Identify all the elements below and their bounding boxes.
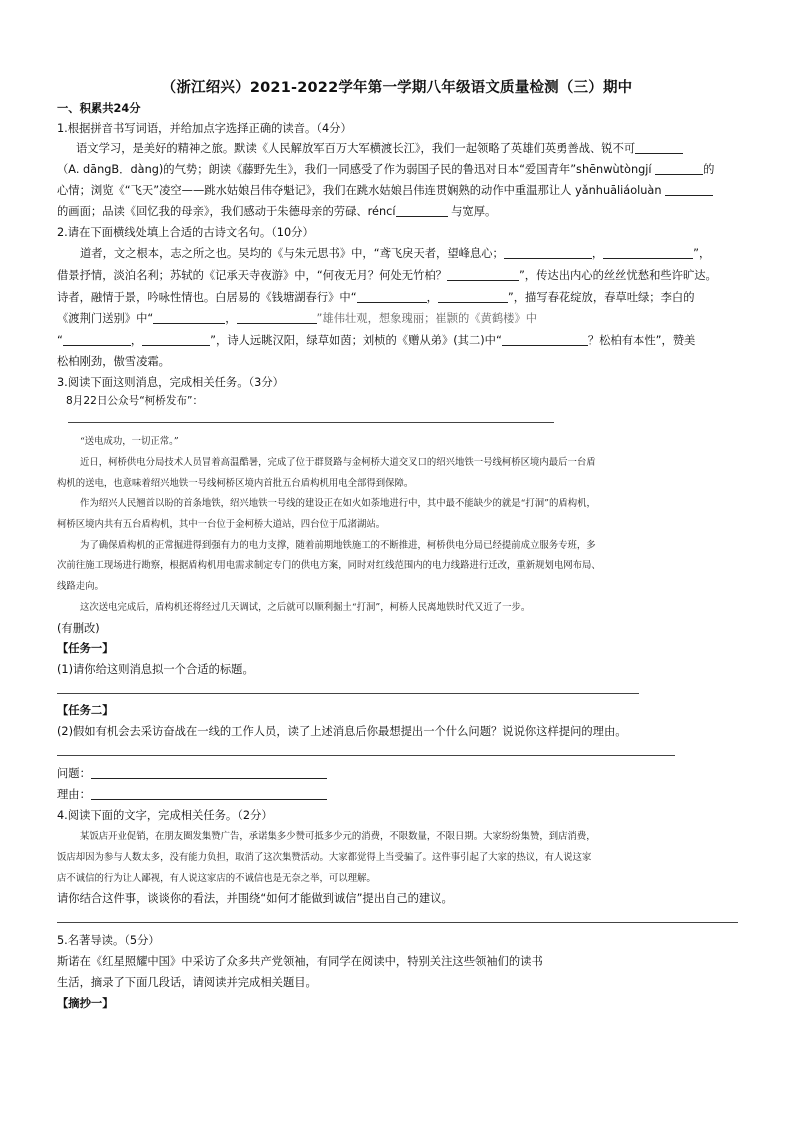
page-title: （浙江绍兴）2021-2022学年第一学期八年级语文质量检测（三）期中 xyxy=(161,80,633,96)
q2-line-5: “ ， ”，诗人远眺汉阳，绿草如茵；刘桢的《赠从弟》(其二)中“ ？松柏有本性”，赞美 xyxy=(57,334,696,347)
q4-stem: 4.阅读下面的文字，完成相关任务。（2分） xyxy=(57,809,273,822)
answer-blank[interactable] xyxy=(396,204,448,217)
answer-blank[interactable] xyxy=(502,333,588,346)
news-paragraph: 次前往施工现场进行勘察，根据盾构机用电需求制定专门的供电方案，同时对红线范围内的电力线路进行迁改，重新规划电网布局、 xyxy=(57,560,601,571)
reason-answer-row xyxy=(57,787,327,802)
answer-blank[interactable] xyxy=(438,290,508,303)
q1-line-3: 心情；浏览《“飞天”凌空——跳水姑娘吕伟夺魁记》，我们在跳水姑娘吕伟连贯娴熟的动作中重温那让人 yǎnhuāliáoluàn xyxy=(57,183,713,198)
answer-line[interactable] xyxy=(57,693,639,694)
answer-blank[interactable] xyxy=(603,246,693,259)
source-note: (有删改) xyxy=(57,622,100,635)
news-paragraph: 线路走向。 xyxy=(57,581,104,592)
question-answer-blank[interactable] xyxy=(91,766,327,779)
answer-blank[interactable] xyxy=(63,333,131,346)
q4-paragraph: 某饭店开业促销，在朋友圈发集赞广告，承诺集多少赞可抵多少元的消费，不限数量，不限日期。大家纷纷集赞，到店消费， xyxy=(80,831,596,842)
news-paragraph: 近日，柯桥供电分局技术人员冒着高温酷暑，完成了位于群贤路与金柯桥大道交叉口的绍兴地铁一号线柯桥区境内最后一台盾 xyxy=(80,457,596,468)
answer-blank[interactable] xyxy=(153,311,225,324)
q2-line-2: 借景抒情，淡泊名利；苏轼的《记承天寺夜游》中，“何夜无月？何处无竹柏？ ”，传达出内心的丝丝忧愁和些许旷达。 xyxy=(57,269,717,282)
q4-paragraph: 店不诚信的行为让人鄙视，有人说这家店的不诚信也是无奈之举，可以理解。 xyxy=(57,873,376,884)
q4-prompt: 请你结合这件事，谈谈你的看法，并围绕“如何才能做到诚信”提出自己的建议。 xyxy=(57,892,453,905)
news-paragraph: 柯桥区境内共有五台盾构机，其中一台位于金柯桥大道站，四台位于瓜渚湖站。 xyxy=(57,519,386,530)
task-one-header: 【任务一】 xyxy=(57,642,114,655)
news-source-line: 8月22日公众号“柯桥发布”： xyxy=(66,395,204,407)
q1-line-4: 的画面；品读《回忆我的母亲》，我们感动于朱德母亲的劳碌、réncí 与宽厚。 xyxy=(57,205,497,218)
q1-line-1: 语文学习，是美好的精神之旅。默读《人民解放军百万大军横渡长江》，我们一起领略了英雄们英勇善战、锐不可 xyxy=(76,141,683,156)
answer-blank[interactable] xyxy=(655,162,703,175)
excerpt-one-header: 【摘抄一】 xyxy=(57,997,114,1010)
news-paragraph: 这次送电完成后，盾构机还将经过几天调试，之后就可以顺利掘土“打洞”，柯桥人民离地铁时代又近了一步。 xyxy=(80,602,531,613)
q5-stem: 5.名著导读。（5分） xyxy=(57,934,160,947)
answer-blank[interactable] xyxy=(447,268,519,281)
q2-line-6: 松柏刚劲，傲雪凌霜。 xyxy=(57,355,170,368)
answer-blank[interactable] xyxy=(142,333,210,346)
q2-line-1: 道者，文之根本，志之所之也。吴均的《与朱元思书》中，“鸢飞戾天者，望峰息心； ， ”， xyxy=(80,247,711,260)
q2-line-3: 诗者，融情于景，吟咏性情也。白居易的《钱塘湖春行》中“ ， ”，描写春花绽放，春草吐绿；李白的 xyxy=(57,291,695,304)
reason-label: 理由： xyxy=(57,788,91,801)
answer-blank[interactable] xyxy=(357,290,427,303)
divider xyxy=(68,422,554,423)
q2-stem: 2.请在下面横线处填上合适的古诗文名句。（10分） xyxy=(57,226,314,239)
task-two-header: 【任务二】 xyxy=(57,704,114,717)
question-label: 问题： xyxy=(57,767,91,780)
news-paragraph: 为了确保盾构机的正常掘进得到强有力的电力支撑，随着前期地铁施工的不断推进，柯桥供电分局已经提前成立服务专班，多 xyxy=(80,540,596,551)
answer-blank[interactable] xyxy=(237,311,317,324)
news-paragraph: 构机的送电，也意味着绍兴地铁一号线柯桥区境内首批五台盾构机用电全部得到保障。 xyxy=(57,478,414,489)
question-answer-row xyxy=(57,766,327,781)
q5-line-1: 斯诺在《红星照耀中国》中采访了众多共产党领袖，有同学在阅读中，特别关注这些领袖们的读书 xyxy=(57,955,543,968)
answer-blank[interactable] xyxy=(635,141,683,154)
section-heading: 一、积累共24分 xyxy=(57,102,141,115)
q5-line-2: 生活，摘录了下面几段话，请阅读并完成相关题目。 xyxy=(57,976,317,989)
news-paragraph: “送电成功，一切正常。” xyxy=(80,436,179,447)
q4-paragraph: 饭店却因为参与人数太多，没有能力负担，取消了这次集赞活动。大家都觉得上当受骗了。这件事引起了大家的热议，有人说这家 xyxy=(57,852,592,863)
q3-stem: 3.阅读下面这则消息，完成相关任务。（3分） xyxy=(57,376,284,389)
answer-line[interactable] xyxy=(57,755,675,756)
answer-blank[interactable] xyxy=(665,183,713,196)
answer-line[interactable] xyxy=(57,922,738,923)
reason-answer-blank[interactable] xyxy=(91,787,327,800)
news-paragraph: 作为绍兴人民翘首以盼的首条地铁，绍兴地铁一号线的建设正在如火如荼地进行中，其中最不能缺少的就是“打洞”的盾构机， xyxy=(80,498,596,509)
q1-line-2: （A. dāngB．dàng)的气势；朗读《藤野先生》，我们一同感受了作为弱国子民的鲁迅对日本“爱国青年”shēnwùtòngjí 的 xyxy=(57,163,715,176)
q1-stem: 1.根据拼音书写词语，并给加点字选择正确的读音。（4分） xyxy=(57,122,352,135)
answer-blank[interactable] xyxy=(504,246,592,259)
task-one-prompt: (1)请你给这则消息拟一个合适的标题。 xyxy=(57,663,254,676)
q2-line-4: 《渡荆门送别》中“ ， ”雄伟壮观，想象瑰丽；崔颢的《黄鹤楼》中 xyxy=(57,312,538,325)
task-two-prompt: (2)假如有机会去采访奋战在一线的工作人员，读了上述消息后你最想提出一个什么问题？说说你这样提问的理由。 xyxy=(57,725,627,738)
